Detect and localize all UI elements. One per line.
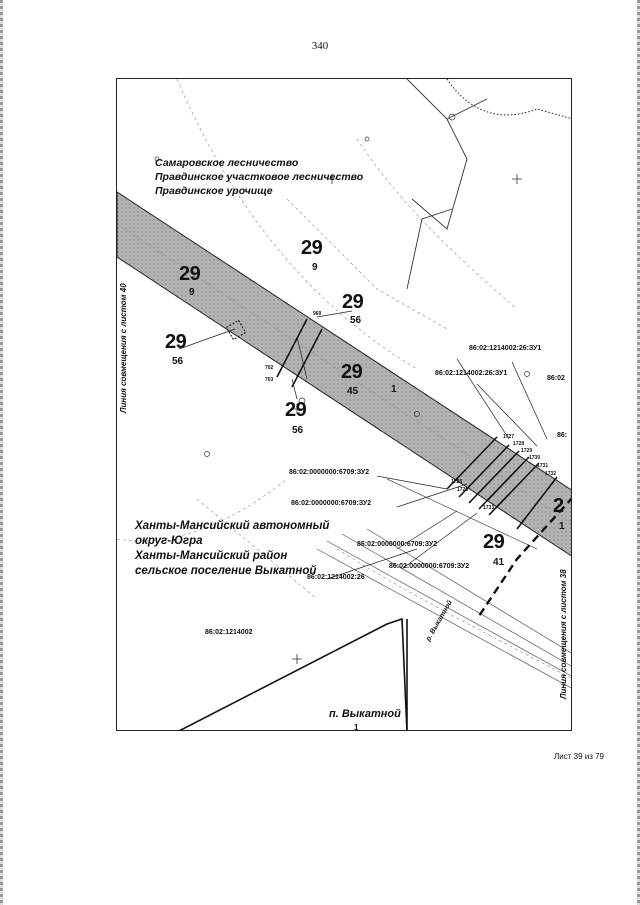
plot-label: 56 [172, 356, 184, 367]
cadastral-label: 86:02:0000000:6709:ЗУ2 [357, 541, 438, 548]
point-label: 1731 [537, 463, 549, 469]
quarter-label: 29 [165, 331, 187, 353]
forest-title-line3: Правдинское урочище [155, 185, 273, 197]
inner-label: 1 [391, 384, 397, 395]
quarter-label: 29 [179, 263, 201, 285]
region-title-line3: Ханты-Мансийский район [135, 550, 288, 562]
point-label: 969 [313, 311, 322, 317]
quarter-label: 2 [553, 495, 564, 517]
property-lines [407, 79, 487, 289]
side-label-right: Линия совмещения с листом 38 [559, 569, 568, 699]
region-title-line2: округ-Югра [135, 535, 203, 547]
cadastral-label: 86:02:0000000:6709:ЗУ2 [291, 500, 372, 507]
cadastral-label: 86:02:0000000:6709:ЗУ2 [289, 469, 370, 476]
point-label: 1726 [457, 487, 469, 493]
sheet-number: Лист 39 из 79 [554, 752, 604, 761]
cadastral-label: 86:02 [547, 375, 565, 382]
point-label: 1725 [451, 479, 463, 485]
plot-label: 9 [312, 262, 318, 273]
point-label: 703 [265, 377, 274, 383]
quarter-label: 29 [341, 361, 363, 383]
region-title-line1: Ханты-Мансийский автономный [135, 520, 330, 532]
plot-label: 9 [189, 287, 195, 298]
quarter-label: 29 [483, 531, 505, 553]
plot-label: 56 [350, 315, 362, 326]
cadastral-label: 86: [557, 432, 568, 439]
point-label: 1732 [545, 471, 557, 477]
point-label: 1729 [521, 448, 533, 454]
forest-title-line1: Самаровское лесничество [155, 157, 299, 169]
road-label: р. Выкатной [425, 599, 454, 643]
settlement-name: п. Выкатной [329, 708, 401, 720]
map-frame [116, 78, 572, 731]
quarter-label: 29 [301, 237, 323, 259]
quarter-label: 29 [342, 291, 364, 313]
point-label: 1733 [483, 505, 495, 511]
plot-label: 1 [559, 521, 565, 532]
dotted-boundary [447, 79, 572, 119]
side-label-left: Линия совмещения с листом 40 [119, 283, 128, 413]
cadastral-label: 86:02:1214002:26 [307, 574, 365, 581]
scan-edge-left [0, 0, 3, 905]
cadastral-label: 86:02:1214002:26:ЗУ1 [469, 345, 542, 352]
plot-label: 41 [493, 557, 505, 568]
quarter-label: 29 [285, 399, 307, 421]
cadastral-label: 86:02:1214002 [205, 629, 253, 636]
point-label: 1727 [503, 434, 515, 440]
cadastral-label: 86:02:0000000:6709:ЗУ2 [389, 563, 470, 570]
cadastral-label: 86:02:1214002:26:ЗУ1 [435, 370, 508, 377]
forest-title-line2: Правдинское участковое лесничество [155, 171, 364, 183]
page-number: 340 [311, 40, 329, 52]
settlement-tick: 1 [354, 723, 359, 731]
point-label: 1728 [513, 441, 525, 447]
point-label: 1730 [529, 455, 541, 461]
plot-label: 45 [347, 386, 359, 397]
point-label: 702 [265, 365, 274, 371]
region-title-line4: сельское поселение Выкатной [135, 565, 317, 577]
plot-label: 56 [292, 425, 304, 436]
